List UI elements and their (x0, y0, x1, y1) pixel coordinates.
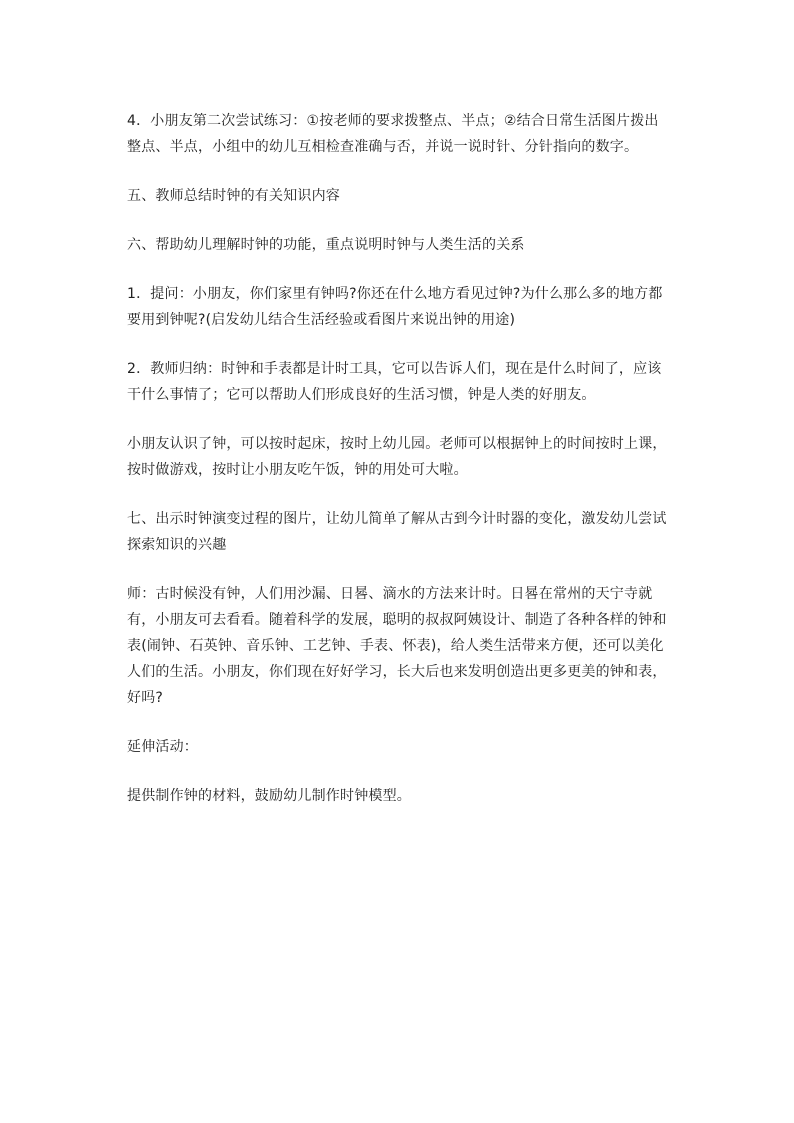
heading-section-7: 七、出示时钟演变过程的图片，让幼儿简单了解从古到今计时器的变化，激发幼儿尝试探索知识的兴趣 (127, 511, 667, 553)
document-body (127, 108, 672, 832)
heading-section-6: 六、帮助幼儿理解时钟的功能，重点说明时钟与人类生活的关系 (127, 237, 525, 253)
paragraph-extension-task: 提供制作钟的材料，鼓励幼儿制作时钟模型。 (127, 788, 411, 804)
heading-extension-activity: 延伸活动： (127, 739, 198, 755)
paragraph-step-4-practice: 4．小朋友第二次尝试练习：①按老师的要求拨整点、半点；②结合日常生活图片拨出整点、半点，小组中的幼儿互相检查准确与否，并说一说时针、分针指向的数字。 (127, 113, 659, 155)
paragraph-question: 1．提问：小朋友，你们家里有钟吗?你还在什么地方看见过钟?为什么那么多的地方都要用到钟呢?(启发幼儿结合生活经验或看图片来说出钟的用途) (127, 286, 663, 328)
heading-section-5: 五、教师总结时钟的有关知识内容 (127, 188, 340, 204)
paragraph-teacher-story: 师：古时候没有钟，人们用沙漏、日晷、滴水的方法来计时。日晷在常州的天宁寺就有，小朋友可去看看。随着科学的发展，聪明的叔叔阿姨设计、制造了各种各样的钟和表(闹钟、石英钟、音乐钟、工艺钟、手表、怀表)，给人类生活带来方便，还可以美化人们的生活。小朋友，你们现在好好学习，长大后也来发明创造出更多更美的钟和表，好吗? (127, 586, 667, 706)
paragraph-clock-uses: 小朋友认识了钟，可以按时起床，按时上幼儿园。老师可以根据钟上的时间按时上课，按时做游戏，按时让小朋友吃午饭，钟的用处可大啦。 (127, 436, 667, 478)
paragraph-teacher-summary: 2．教师归纳：时钟和手表都是计时工具，它可以告诉人们，现在是什么时间了，应该干什么事情了；它可以帮助人们形成良好的生活习惯，钟是人类的好朋友。 (127, 361, 662, 403)
